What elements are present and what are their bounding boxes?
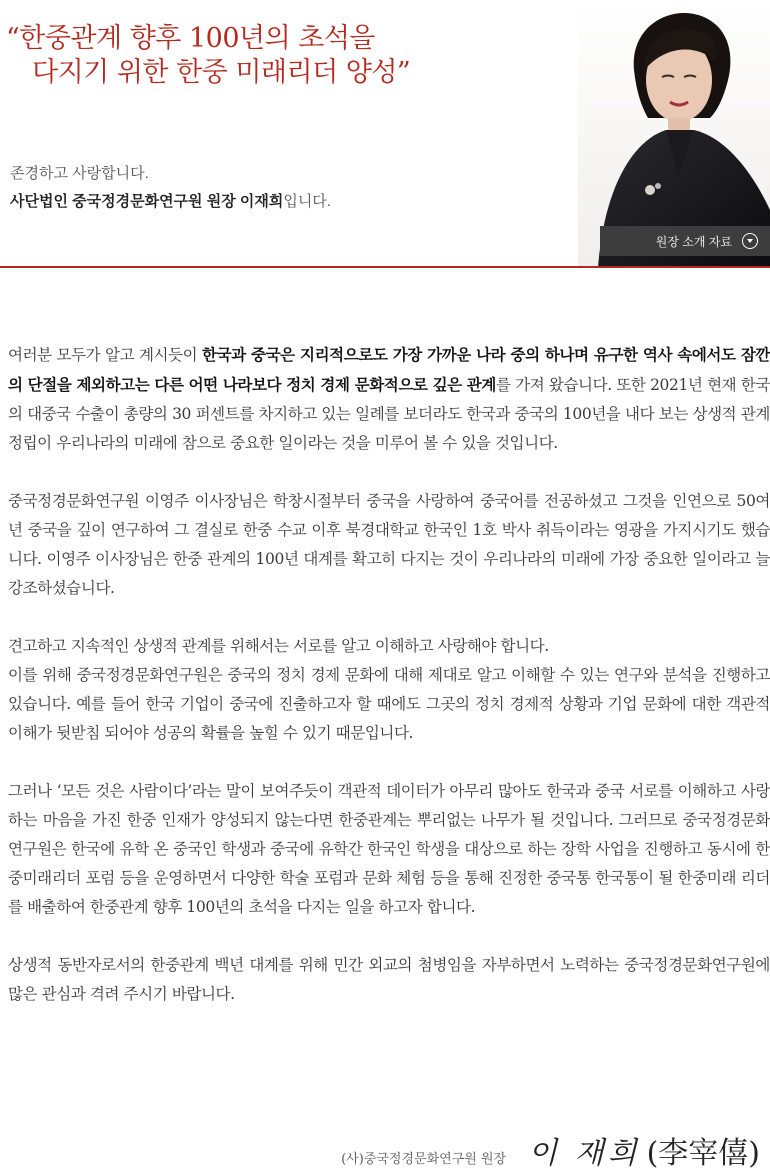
quote-line-2: 다지기 위한 한중 미래리더 양성” [32, 57, 411, 88]
chevron-down-icon [742, 233, 758, 249]
signature [341, 1128, 760, 1172]
greeting-line-2-end: 입니다. [283, 193, 331, 210]
greeting-line-2 [10, 188, 331, 216]
signature-name: 이 재희 [528, 1136, 641, 1171]
paragraph-1 [8, 340, 770, 458]
director-intro-button[interactable] [600, 226, 770, 256]
signature-hanja: (李宰僖) [646, 1136, 760, 1171]
intro-button-label: 원장 소개 자료 [655, 234, 732, 249]
message-body [8, 340, 770, 1038]
paragraph-3 [8, 632, 770, 748]
director-portrait [578, 0, 770, 268]
headline-quote [6, 22, 410, 90]
quote-line-1: “한중관계 향후 100년의 초석을 [6, 23, 375, 54]
header [0, 0, 770, 268]
greeting-line-1: 존경하고 사랑합니다. [10, 165, 149, 182]
paragraph-1-emphasis: 한국과 중국은 지리적으로도 가장 가까운 나라 중의 하나며 유구한 역사 속에서도 잠깐의 단절을 제외하고는 다른 어떤 나라보다 정치 경제 문화적으로 깊은 관계 [8, 345, 770, 394]
signature-org: (사)중국정경문화연구원 원장 [341, 1152, 507, 1167]
header-divider [0, 266, 770, 268]
paragraph-5: 상생적 동반자로서의 한중관계 백년 대계를 위해 민간 외교의 첨병임을 자부하면서 노력하는 중국정경문화연구원에 많은 관심과 격려 주시기 바랍니다. [8, 956, 770, 1003]
paragraph-2: 중국정경문화연구원 이영주 이사장님은 학창시절부터 중국을 사랑하여 중국어를 전공하셨고 그것을 인연으로 50여년 중국을 깊이 연구하여 그 결실로 한중 수교 이후 북경대학교 한국인 1호 박사 취득이라는 영광을 가지시기도 했습니다. 이영주 이사장님은 한중 관계의 100년 대계를 확고히 다지는 것이 우리나라의 미래에 가장 중요한 일이라고 늘 강조하셨습니다. [8, 492, 770, 597]
paragraph-1-rest: 를 가져 왔습니다. 또한 2021년 현재 한국의 대중국 수출이 총량의 30 퍼센트를 차지하고 있는 일례를 보더라도 한국과 중국의 100년을 내다 보는 상생적 관계 정립이 우리나라의 미래에 참으로 중요한 일이라는 것을 미루어 볼 수 있을 것입니다. [8, 376, 770, 452]
director-title: 사단법인 중국정경문화연구원 원장 이재희 [10, 193, 284, 210]
paragraph-4: 그러나 ‘모든 것은 사람이다’라는 말이 보여주듯이 객관적 데이터가 아무리 많아도 한국과 중국 서로를 이해하고 사랑하는 마음을 가진 한중 인재가 양성되지 않는다면 한중관계는 뿌리없는 나무가 될 것입니다. 그러므로 중국정경문화연구원은 한국에 유학 온 중국인 학생과 중국에 유학간 한국인 학생을 대상으로 하는 장학 사업을 진행하고 동시에 한중미래리더 포럼 등을 운영하면서 다양한 학술 포럼과 문화 체험 등을 통해 진정한 중국통 한국통이 될 한중미래 리더를 배출하여 한중관계 향후 100년의 초석을 다지는 일을 하고자 합니다. [8, 782, 770, 916]
paragraph-3-line-2: 이를 위해 중국정경문화연구원은 중국의 정치 경제 문화에 대해 제대로 알고 이해할 수 있는 연구와 분석을 진행하고 있습니다. 예를 들어 한국 기업이 중국에 진출하고자 할 때에도 그곳의 정치 경제적 상황과 기업 문화에 대한 객관적 이해가 뒷받침 되어야 성공의 확률을 높힐 수 있기 때문입니다. [8, 666, 770, 742]
paragraph-1-intro: 여러분 모두가 알고 계시듯이 [8, 346, 203, 364]
greeting [10, 160, 331, 216]
paragraph-3-line-1: 견고하고 지속적인 상생적 관계를 위해서는 서로를 알고 이해하고 사랑해야 합니다. [8, 637, 549, 655]
